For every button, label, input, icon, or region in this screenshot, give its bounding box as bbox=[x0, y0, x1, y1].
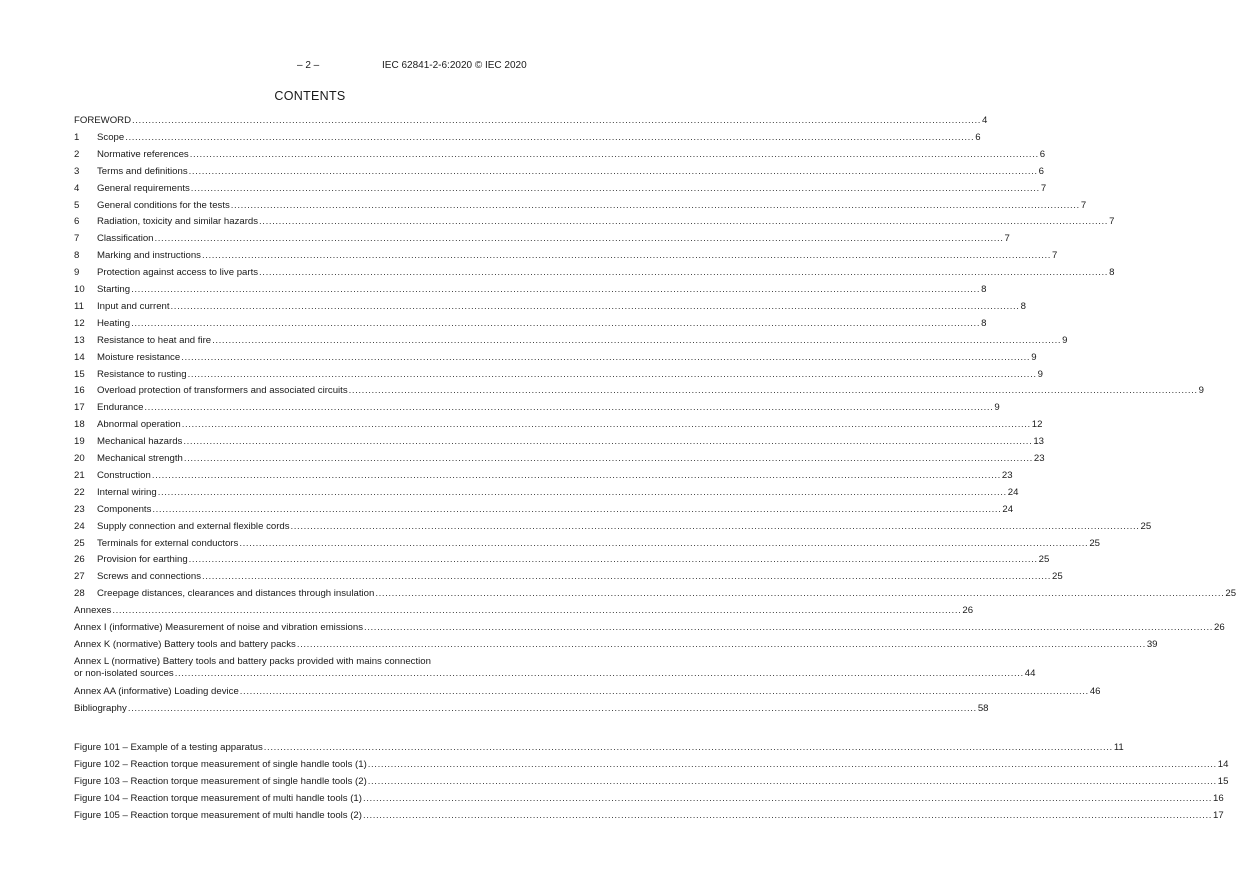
toc-entry[interactable] bbox=[74, 569, 1063, 583]
dot-leader: .................................................................................................................................................................................................................................................................... bbox=[187, 368, 1037, 380]
toc-entry-page-number: 26 bbox=[1214, 622, 1225, 633]
toc-entry-number: 8 bbox=[74, 250, 80, 262]
toc-entry-number: 19 bbox=[74, 436, 85, 448]
toc-entry[interactable] bbox=[74, 367, 1043, 381]
toc-entry-page-number: 58 bbox=[977, 702, 989, 714]
toc-entry-number: 4 bbox=[74, 182, 80, 194]
toc-entry-number: 26 bbox=[74, 554, 85, 566]
toc-entry-page-number: 8 bbox=[981, 317, 987, 329]
toc-entry-page-number: 25 bbox=[1038, 554, 1050, 566]
dot-leader: .................................................................................................................................................................................................................................................................... bbox=[362, 809, 1212, 821]
toc-entry-unnumbered[interactable] bbox=[74, 603, 974, 617]
toc-entry[interactable] bbox=[74, 519, 1152, 533]
dot-leader: .................................................................................................................................................................................................................................................................... bbox=[188, 554, 1038, 566]
toc-entry-number: 23 bbox=[74, 503, 85, 515]
toc-entry-label: Annex AA (informative) Loading device bbox=[74, 685, 239, 697]
toc-entry-unnumbered[interactable] bbox=[74, 113, 988, 127]
toc-entry[interactable] bbox=[74, 299, 1026, 313]
toc-entry-label: Radiation, toxicity and similar hazards bbox=[97, 216, 259, 228]
toc-entry-page-number: 9 bbox=[1062, 334, 1068, 346]
dot-leader: .................................................................................................................................................................................................................................................................... bbox=[181, 351, 1031, 363]
toc-entry-label: Scope bbox=[97, 131, 125, 143]
toc-entry-page-number: 12 bbox=[1031, 419, 1043, 431]
figure-list-entry[interactable] bbox=[74, 791, 1224, 805]
toc-entry-label: Marking and instructions bbox=[97, 250, 201, 262]
toc-entry-page-number: 23 bbox=[1033, 453, 1045, 464]
dot-leader: .................................................................................................................................................................................................................................................................... bbox=[131, 317, 981, 329]
toc-entry-page-number: 14 bbox=[1217, 758, 1229, 770]
toc-entry-unnumbered[interactable] bbox=[74, 701, 989, 715]
toc-entry-unnumbered[interactable] bbox=[74, 637, 1158, 651]
toc-entry-page-number: 25 bbox=[1140, 520, 1152, 532]
toc-entry-number: 24 bbox=[74, 520, 85, 532]
dot-leader: .................................................................................................................................................................................................................................................................... bbox=[174, 667, 1024, 679]
page-title: CONTENTS bbox=[274, 89, 346, 103]
toc-entry-page-number: 24 bbox=[1007, 486, 1019, 498]
toc-entry-annex-l-line1[interactable]: Annex L (normative) Battery tools and battery packs provided with mains connection bbox=[74, 655, 431, 667]
toc-entry-label: Annex K (normative) Battery tools and battery packs bbox=[74, 638, 296, 650]
toc-entry-page-number: 8 bbox=[981, 284, 987, 295]
dot-leader: .................................................................................................................................................................................................................................................................... bbox=[170, 300, 1020, 312]
toc-entry[interactable] bbox=[74, 383, 1204, 397]
toc-entry-label: Figure 104 – Reaction torque measurement of multi handle tools (1) bbox=[74, 792, 362, 804]
toc-entry-label: or non-isolated sources bbox=[74, 667, 174, 679]
toc-entry-page-number: 15 bbox=[1217, 775, 1229, 787]
dot-leader: .................................................................................................................................................................................................................................................................... bbox=[144, 402, 994, 414]
toc-entry-label: Terms and definitions bbox=[97, 165, 188, 177]
toc-entry-page-number: 8 bbox=[1109, 267, 1115, 279]
toc-entry-number: 28 bbox=[74, 588, 85, 600]
toc-entry[interactable] bbox=[74, 198, 1087, 212]
toc-entry-page-number: 7 bbox=[1004, 233, 1010, 245]
toc-entry-page-number: 13 bbox=[1033, 436, 1045, 448]
figure-list-entry[interactable] bbox=[74, 757, 1229, 771]
toc-entry-label: Abnormal operation bbox=[97, 419, 181, 431]
toc-entry-label: Bibliography bbox=[74, 702, 127, 714]
toc-entry-label: Screws and connections bbox=[97, 571, 201, 583]
figure-list-entry[interactable] bbox=[74, 808, 1224, 822]
dot-leader: .................................................................................................................................................................................................................................................................... bbox=[125, 131, 975, 143]
toc-entry[interactable] bbox=[74, 502, 1014, 516]
toc-entry-label: Resistance to heat and fire bbox=[97, 334, 212, 346]
toc-entry-number: 9 bbox=[74, 267, 80, 279]
dot-leader: .................................................................................................................................................................................................................................................................... bbox=[296, 638, 1146, 650]
toc-entry[interactable] bbox=[74, 214, 1115, 228]
toc-entry-page-number: 9 bbox=[994, 402, 1000, 414]
toc-entry-label: Annexes bbox=[74, 605, 112, 617]
dot-leader: .................................................................................................................................................................................................................................................................... bbox=[188, 165, 1038, 177]
toc-entry-label: Creepage distances, clearances and distances through insulation bbox=[97, 588, 375, 600]
dot-leader: .................................................................................................................................................................................................................................................................... bbox=[348, 385, 1198, 397]
toc-entry-label: Mechanical hazards bbox=[97, 436, 183, 448]
dot-leader: .................................................................................................................................................................................................................................................................... bbox=[259, 216, 1109, 228]
dot-leader: .................................................................................................................................................................................................................................................................... bbox=[112, 605, 962, 617]
toc-entry[interactable] bbox=[74, 417, 1043, 431]
dot-leader: .................................................................................................................................................................................................................................................................... bbox=[259, 267, 1109, 279]
toc-entry-page-number: 6 bbox=[975, 131, 981, 143]
dot-leader: .................................................................................................................................................................................................................................................................... bbox=[127, 702, 977, 714]
dot-leader: .................................................................................................................................................................................................................................................................... bbox=[131, 284, 981, 295]
toc-entry-label: Figure 105 – Reaction torque measurement of multi handle tools (2) bbox=[74, 809, 362, 821]
toc-entry-page-number: 4 bbox=[982, 115, 988, 126]
toc-entry[interactable] bbox=[74, 248, 1058, 262]
toc-entry[interactable] bbox=[74, 350, 1037, 364]
toc-entry-page-number: 11 bbox=[1113, 742, 1124, 753]
toc-entry[interactable] bbox=[74, 485, 1019, 499]
toc-entry-label: Internal wiring bbox=[97, 486, 157, 498]
toc-entry[interactable] bbox=[74, 164, 1045, 178]
dot-leader: .................................................................................................................................................................................................................................................................... bbox=[181, 419, 1031, 431]
toc-entry-label: Input and current bbox=[97, 300, 170, 312]
toc-entry-label: FOREWORD bbox=[74, 115, 132, 126]
toc-entry[interactable] bbox=[74, 130, 981, 144]
toc-entry-number: 16 bbox=[74, 385, 85, 397]
toc-entry-page-number: 46 bbox=[1089, 685, 1101, 697]
dot-leader: .................................................................................................................................................................................................................................................................... bbox=[183, 453, 1033, 464]
toc-entry[interactable] bbox=[74, 451, 1045, 465]
dot-leader: .................................................................................................................................................................................................................................................................... bbox=[239, 537, 1089, 549]
toc-entry-number: 15 bbox=[74, 368, 85, 380]
toc-entry-page-number: 39 bbox=[1146, 638, 1158, 650]
dot-leader: .................................................................................................................................................................................................................................................................... bbox=[190, 182, 1040, 194]
toc-entry-label: Overload protection of transformers and associated circuits bbox=[97, 385, 348, 397]
toc-entry-number: 12 bbox=[74, 317, 85, 329]
toc-entry-page-number: 17 bbox=[1212, 809, 1224, 821]
toc-entry-unnumbered[interactable] bbox=[74, 620, 1225, 634]
toc-entry-page-number: 6 bbox=[1039, 148, 1046, 160]
toc-entry-label: Provision for earthing bbox=[97, 554, 188, 566]
toc-entry-number: 1 bbox=[74, 131, 80, 143]
toc-entry-page-number: 24 bbox=[1002, 503, 1014, 515]
page-header-document-id: IEC 62841-2-6:2020 © IEC 2020 bbox=[382, 60, 527, 71]
dot-leader: .................................................................................................................................................................................................................................................................... bbox=[201, 250, 1051, 262]
dot-leader: .................................................................................................................................................................................................................................................................... bbox=[367, 758, 1217, 770]
toc-entry[interactable] bbox=[74, 400, 1000, 414]
toc-entry-page-number: 26 bbox=[962, 605, 974, 617]
toc-entry-label: General conditions for the tests bbox=[97, 199, 230, 211]
dot-leader: .................................................................................................................................................................................................................................................................... bbox=[375, 588, 1225, 600]
toc-entry[interactable] bbox=[74, 147, 1046, 161]
toc-entry-number: 14 bbox=[74, 351, 85, 363]
toc-entry-page-number: 25 bbox=[1089, 537, 1100, 549]
toc-entry[interactable] bbox=[74, 536, 1100, 550]
toc-entry[interactable] bbox=[74, 231, 1010, 245]
dot-leader: .................................................................................................................................................................................................................................................................... bbox=[154, 233, 1004, 245]
toc-entry-label: Figure 101 – Example of a testing apparatus bbox=[74, 742, 263, 753]
toc-entry-page-number: 8 bbox=[1020, 300, 1026, 312]
toc-entry[interactable] bbox=[74, 586, 1236, 600]
dot-leader: .................................................................................................................................................................................................................................................................... bbox=[212, 334, 1062, 346]
toc-entry-page-number: 25 bbox=[1225, 588, 1236, 600]
toc-entry-page-number: 23 bbox=[1001, 469, 1013, 481]
toc-entry-label: Moisture resistance bbox=[97, 351, 181, 363]
toc-entry-number: 20 bbox=[74, 453, 85, 464]
toc-entry-page-number: 9 bbox=[1198, 385, 1204, 397]
dot-leader: .................................................................................................................................................................................................................................................................... bbox=[362, 792, 1212, 804]
toc-entry-label: Heating bbox=[97, 317, 131, 329]
toc-entry-label: Endurance bbox=[97, 402, 144, 414]
dot-leader: .................................................................................................................................................................................................................................................................... bbox=[151, 469, 1001, 481]
toc-entry[interactable] bbox=[74, 181, 1047, 195]
toc-entry-label: Figure 103 – Reaction torque measurement of single handle tools (2) bbox=[74, 775, 367, 787]
dot-leader: .................................................................................................................................................................................................................................................................... bbox=[364, 622, 1214, 633]
toc-entry-label: Resistance to rusting bbox=[97, 368, 187, 380]
dot-leader: .................................................................................................................................................................................................................................................................... bbox=[157, 486, 1007, 498]
toc-entry-page-number: 7 bbox=[1080, 199, 1087, 211]
toc-entry-label: Construction bbox=[97, 469, 151, 481]
toc-entry-annex-l[interactable] bbox=[74, 666, 1036, 680]
toc-entry[interactable] bbox=[74, 265, 1115, 279]
toc-entry-label: Annex I (informative) Measurement of noise and vibration emissions bbox=[74, 622, 364, 633]
toc-entry-number: 10 bbox=[74, 284, 85, 295]
dot-leader: .................................................................................................................................................................................................................................................................... bbox=[152, 503, 1002, 515]
toc-entry-number: 25 bbox=[74, 537, 85, 549]
toc-entry-label: Mechanical strength bbox=[97, 453, 183, 464]
page-header-number: – 2 – bbox=[297, 60, 320, 71]
toc-entry[interactable] bbox=[74, 468, 1013, 482]
toc-entry-number: 7 bbox=[74, 233, 80, 245]
toc-entry-number: 2 bbox=[74, 148, 80, 160]
toc-entry[interactable] bbox=[74, 333, 1068, 347]
toc-entry-number: 3 bbox=[74, 165, 80, 177]
toc-entry-number: 22 bbox=[74, 486, 85, 498]
toc-entry-number: 5 bbox=[74, 199, 80, 211]
toc-entry-label: Components bbox=[97, 503, 152, 515]
toc-entry-number: 6 bbox=[74, 216, 80, 228]
toc-entry-number: 13 bbox=[74, 334, 85, 346]
dot-leader: .................................................................................................................................................................................................................................................................... bbox=[239, 685, 1089, 697]
toc-entry-label: Normative references bbox=[97, 148, 189, 160]
toc-entry-page-number: 9 bbox=[1037, 368, 1043, 380]
toc-entry-label: Terminals for external conductors bbox=[97, 537, 239, 549]
toc-entry-number: 18 bbox=[74, 419, 85, 431]
toc-entry[interactable] bbox=[74, 316, 987, 330]
toc-entry-page-number: 16 bbox=[1212, 792, 1224, 804]
toc-entry-number: 27 bbox=[74, 571, 85, 583]
dot-leader: .................................................................................................................................................................................................................................................................... bbox=[263, 742, 1113, 753]
toc-entry-page-number: 6 bbox=[1038, 165, 1045, 177]
toc-entry-label: General requirements bbox=[97, 182, 190, 194]
toc-entry-page-number: 7 bbox=[1109, 216, 1115, 228]
dot-leader: .................................................................................................................................................................................................................................................................... bbox=[202, 571, 1052, 583]
toc-entry-label: Protection against access to live parts bbox=[97, 267, 259, 279]
toc-entry-unnumbered[interactable] bbox=[74, 684, 1101, 698]
toc-entry-page-number: 25 bbox=[1052, 571, 1063, 583]
dot-leader: .................................................................................................................................................................................................................................................................... bbox=[290, 520, 1140, 532]
toc-entry[interactable] bbox=[74, 282, 987, 296]
dot-leader: .................................................................................................................................................................................................................................................................... bbox=[367, 775, 1217, 787]
toc-entry-page-number: 44 bbox=[1024, 667, 1036, 679]
toc-entry[interactable] bbox=[74, 552, 1050, 566]
figure-list-entry[interactable] bbox=[74, 740, 1124, 754]
figure-list-entry[interactable] bbox=[74, 774, 1229, 788]
toc-entry-label: Supply connection and external flexible cords bbox=[97, 520, 290, 532]
toc-entry-number: 17 bbox=[74, 402, 85, 414]
dot-leader: .................................................................................................................................................................................................................................................................... bbox=[183, 436, 1033, 448]
toc-entry-label: Figure 102 – Reaction torque measurement of single handle tools (1) bbox=[74, 758, 367, 770]
toc-entry-page-number: 7 bbox=[1040, 182, 1047, 194]
dot-leader: .................................................................................................................................................................................................................................................................... bbox=[230, 199, 1080, 211]
toc-entry-label: Classification bbox=[97, 233, 154, 245]
toc-entry-page-number: 7 bbox=[1052, 250, 1058, 262]
toc-entry-number: 21 bbox=[74, 469, 85, 481]
toc-entry-label: Starting bbox=[97, 284, 131, 295]
dot-leader: .................................................................................................................................................................................................................................................................... bbox=[132, 115, 982, 126]
toc-entry-number: 11 bbox=[74, 300, 84, 312]
dot-leader: .................................................................................................................................................................................................................................................................... bbox=[189, 148, 1039, 160]
toc-entry[interactable] bbox=[74, 434, 1045, 448]
toc-entry-page-number: 9 bbox=[1031, 351, 1037, 363]
